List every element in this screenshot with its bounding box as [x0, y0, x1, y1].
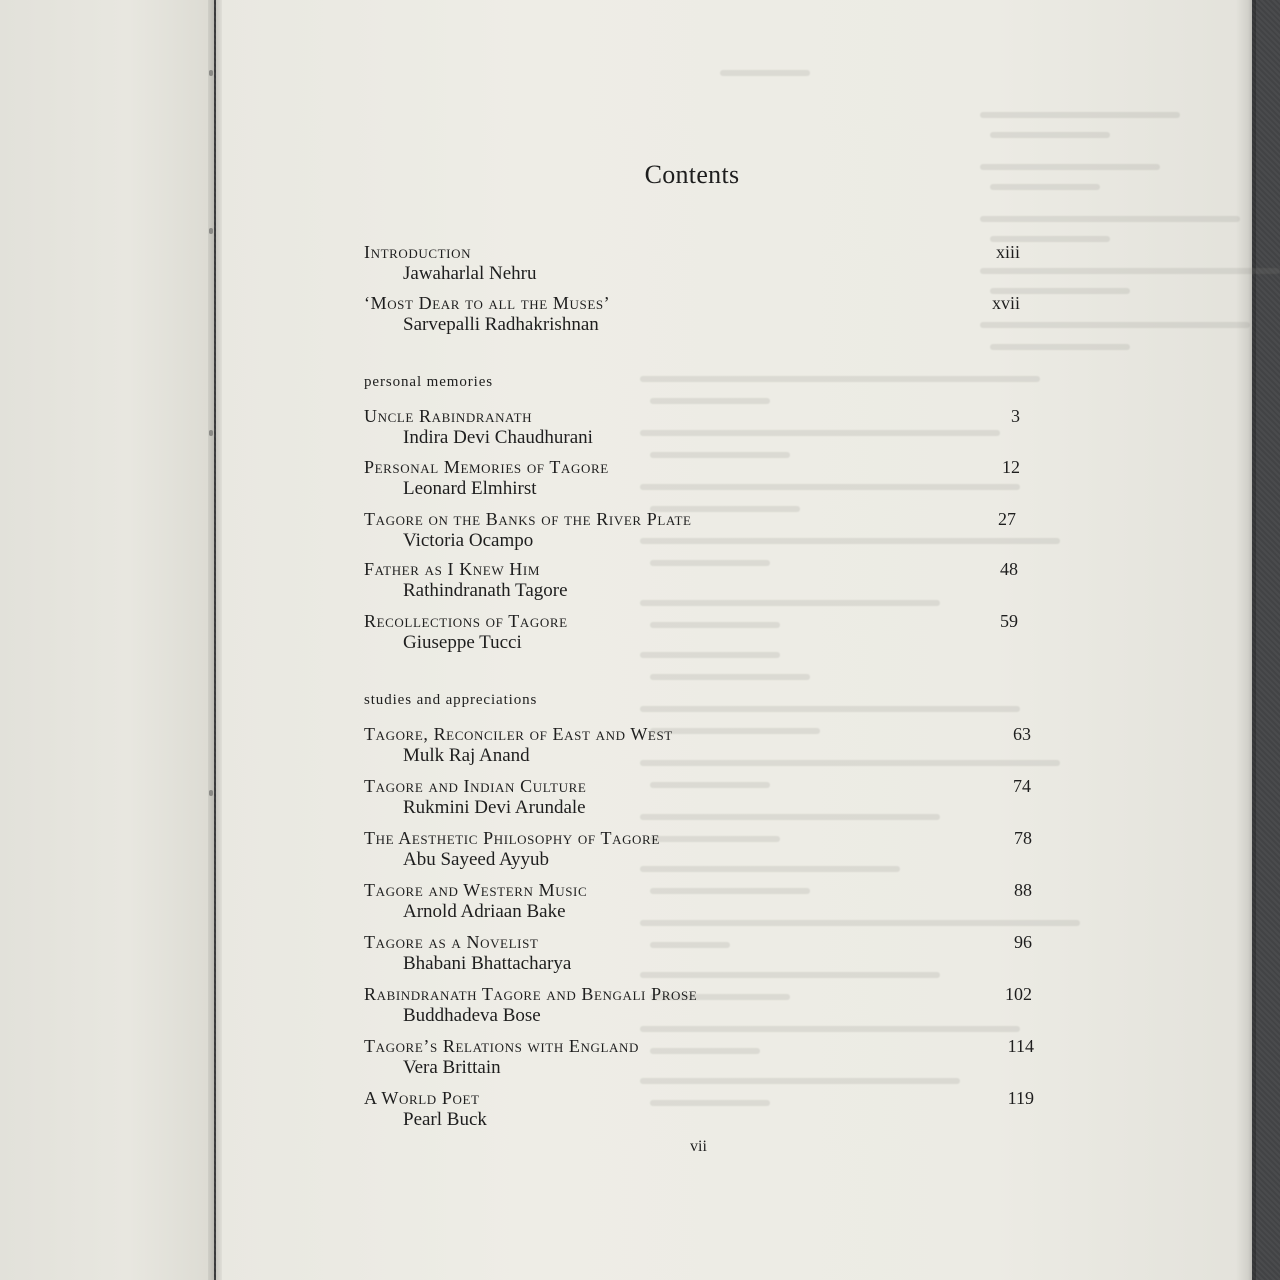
entry-page: 59: [1000, 611, 1018, 631]
entry-title: Introduction: [364, 242, 472, 262]
toc-entry: [364, 241, 1034, 285]
toc-entry: [364, 983, 1034, 1027]
entry-page: 119: [1007, 1088, 1034, 1108]
section-heading: studies and appreciations: [364, 692, 538, 708]
entry-author: Arnold Adriaan Bake: [403, 901, 566, 922]
entry-author: Mulk Raj Anand: [403, 745, 530, 766]
toc-entry: [364, 405, 1034, 449]
entry-page: 63: [1013, 724, 1031, 744]
entry-author: Sarvepalli Radhakrishnan: [403, 314, 599, 335]
left-page: [0, 0, 214, 1280]
entry-author: Giuseppe Tucci: [403, 632, 522, 653]
entry-page: 96: [1014, 932, 1032, 952]
entry-author: Buddhadeva Bose: [403, 1005, 541, 1026]
toc-entry: [364, 456, 1034, 500]
entry-page: 88: [1014, 880, 1032, 900]
toc-entry: [364, 931, 1034, 975]
entry-author: Pearl Buck: [403, 1109, 487, 1130]
entry-author: Abu Sayeed Ayyub: [403, 849, 550, 870]
entry-title: Tagore’s Relations with England: [364, 1036, 640, 1056]
toc-entry: [364, 508, 1034, 552]
entry-page: 74: [1013, 776, 1031, 796]
page-edge-shadow: [1236, 0, 1256, 1280]
entry-title: Tagore as a Novelist: [364, 932, 539, 952]
entry-author: Leonard Elmhirst: [403, 478, 537, 499]
entry-title: Tagore and Western Music: [364, 880, 588, 900]
toc-entry: [364, 292, 1034, 336]
entry-author: Rathindranath Tagore: [403, 580, 568, 601]
entry-title: The Aesthetic Philosophy of Tagore: [364, 828, 660, 848]
entry-page: xiii: [995, 242, 1020, 262]
toc-entry: [364, 775, 1034, 819]
entry-page: xvii: [991, 293, 1020, 313]
entry-title: Father as I Knew Him: [364, 559, 540, 579]
entry-author: Jawaharlal Nehru: [403, 263, 537, 284]
toc-entry: [364, 879, 1034, 923]
entry-title: ‘Most Dear to all the Muses’: [364, 293, 611, 313]
entry-page: 78: [1014, 828, 1032, 848]
entry-title: Tagore on the Banks of the River Plate: [364, 509, 692, 529]
page-title: Contents: [644, 160, 740, 189]
entry-page: 102: [1005, 984, 1032, 1004]
page-number: vii: [690, 1138, 707, 1155]
entry-title: Rabindranath Tagore and Bengali Prose: [364, 984, 698, 1004]
section-heading: personal memories: [364, 374, 494, 390]
book-gutter: [208, 0, 222, 1280]
binding-stitch: [209, 430, 213, 436]
entry-page: 3: [1011, 406, 1020, 426]
toc-entry: [364, 827, 1034, 871]
toc-entry: [364, 1087, 1034, 1131]
entry-title: Tagore, Reconciler of East and West: [364, 724, 673, 744]
entry-page: 27: [998, 509, 1016, 529]
toc-entry: [364, 558, 1034, 602]
entry-title: Tagore and Indian Culture: [364, 776, 587, 796]
entry-page: 12: [1002, 457, 1020, 477]
entry-title: Personal Memories of Tagore: [364, 457, 609, 477]
entry-title: Recollections of Tagore: [364, 611, 568, 631]
entry-title: A World Poet: [364, 1088, 480, 1108]
entry-page: 48: [1000, 559, 1018, 579]
binding-stitch: [209, 70, 213, 76]
entry-author: Victoria Ocampo: [403, 530, 534, 551]
entry-author: Indira Devi Chaudhurani: [403, 427, 593, 448]
entry-author: Rukmini Devi Arundale: [403, 797, 586, 818]
toc-entry: [364, 1035, 1034, 1079]
toc-entry: [364, 723, 1034, 767]
binding-stitch: [209, 228, 213, 234]
entry-title: Uncle Rabindranath: [364, 406, 533, 426]
entry-page: 114: [1007, 1036, 1034, 1056]
entry-author: Bhabani Bhattacharya: [403, 953, 572, 974]
entry-author: Vera Brittain: [403, 1057, 501, 1078]
toc-entry: [364, 610, 1034, 654]
table-of-contents: [364, 0, 1044, 1280]
binding-stitch: [209, 790, 213, 796]
